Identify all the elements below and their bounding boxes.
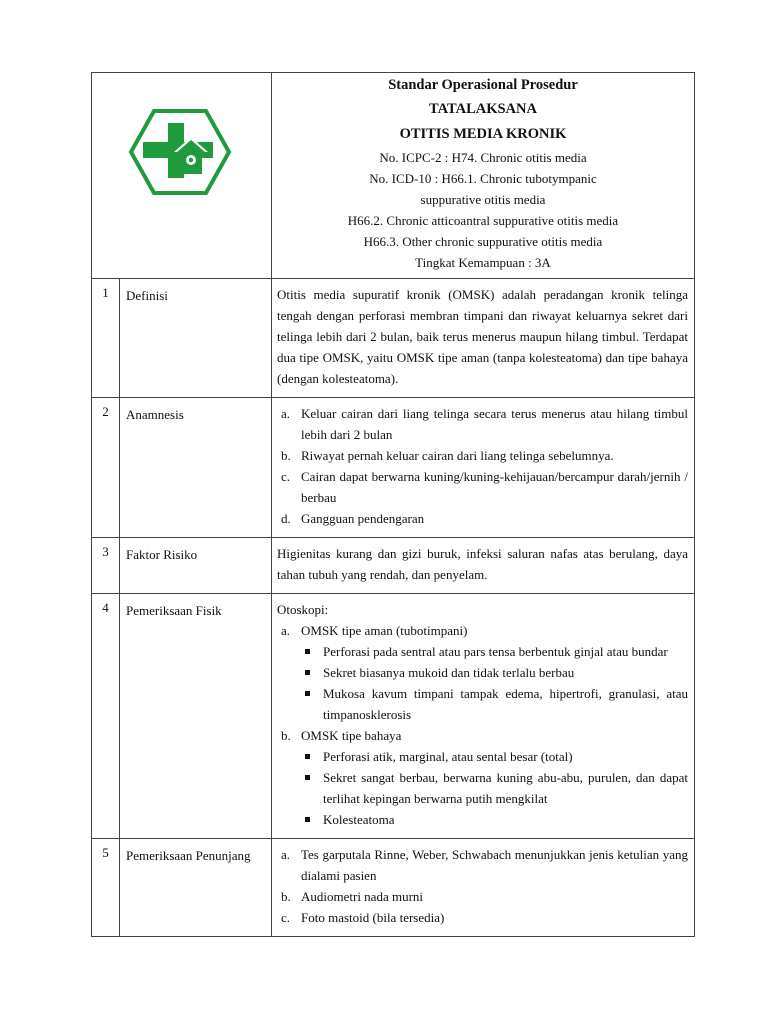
list-item: c. Foto mastoid (bila tersedia)	[281, 910, 445, 925]
bullet-list	[277, 746, 688, 830]
icd-code-line1: No. ICD-10 : H66.1. Chronic tubotympanic	[369, 171, 597, 186]
row-number: 3	[92, 538, 120, 594]
bullet-item: Perforasi atik, marginal, atau sental besar (total)	[277, 746, 688, 767]
row-number: 5	[92, 839, 120, 937]
row-number: 2	[92, 398, 120, 538]
table-row	[92, 594, 695, 839]
row-content	[272, 538, 695, 594]
icpc-code: No. ICPC-2 : H74. Chronic otitis media	[379, 150, 587, 165]
list-item: b. OMSK tipe bahaya	[281, 728, 402, 743]
competency-level: Tingkat Kemampuan : 3A	[415, 255, 551, 270]
anamnesis-list	[277, 403, 688, 529]
sop-disease-title: OTITIS MEDIA KRONIK	[399, 126, 567, 142]
puskesmas-logo-icon	[128, 108, 232, 196]
physical-exam-list	[277, 725, 688, 746]
row-label: Anamnesis	[120, 398, 272, 538]
header-row	[92, 73, 695, 279]
sop-subtitle: TATALAKSANA	[429, 101, 537, 117]
row-label: Pemeriksaan Penunjang	[120, 839, 272, 937]
bullet-item: Perforasi pada sentral atau pars tensa berbentuk ginjal atau bundar	[277, 641, 688, 662]
logo-cell	[92, 73, 272, 279]
physical-exam-list	[277, 620, 688, 641]
row-number: 4	[92, 594, 120, 839]
row-label: Faktor Risiko	[120, 538, 272, 594]
row-content	[272, 594, 695, 839]
row-content	[272, 279, 695, 398]
list-item: a. Keluar cairan dari liang telinga secara terus menerus atau hilang timbul lebih dari 2 bulan	[281, 406, 688, 442]
bullet-item: Sekret biasanya mukoid dan tidak terlalu berbau	[277, 662, 688, 683]
list-item: b. Audiometri nada murni	[281, 889, 424, 904]
row-content	[272, 839, 695, 937]
list-item: b. Riwayat pernah keluar cairan dari liang telinga sebelumnya.	[281, 448, 614, 463]
table-row	[92, 538, 695, 594]
bullet-item: Mukosa kavum timpani tampak edema, hipertrofi, granulasi, atau timpanosklerosis	[277, 683, 688, 725]
row-label: Pemeriksaan Fisik	[120, 594, 272, 839]
bullet-item: Kolesteatoma	[277, 809, 688, 830]
definition-text: Otitis media supuratif kronik (OMSK) adalah peradangan kronik telinga tengah dengan perforasi membran timpani dan riwayat keluarnya sekret dari telinga lebih dari 2 bulan, baik terus menerus maupun hilang timbul. Terdapat dua tipe OMSK, yaitu OMSK tipe aman (tanpa kolesteatoma) dan tipe bahaya (dengan kolesteatoma).	[277, 287, 688, 386]
bullet-item: Sekret sangat berbau, berwarna kuning abu-abu, purulen, dan dapat terlihat kepingan berwarna putih mengkilat	[277, 767, 688, 809]
row-content	[272, 398, 695, 538]
list-item: c. Cairan dapat berwarna kuning/kuning-kehijauan/bercampur darah/jernih / berbau	[281, 469, 688, 505]
sop-title: Standar Operasional Prosedur	[388, 77, 578, 93]
bullet-list	[277, 641, 688, 725]
table-row	[92, 839, 695, 937]
row-number: 1	[92, 279, 120, 398]
list-item: d. Gangguan pendengaran	[281, 511, 425, 526]
risk-factor-text: Higienitas kurang dan gizi buruk, infeksi saluran nafas atas berulang, daya tahan tubuh yang rendah, dan penyelam.	[277, 546, 688, 582]
icd-code-h663: H66.3. Other chronic suppurative otitis media	[363, 234, 603, 249]
table-row	[92, 279, 695, 398]
list-item: a. Tes garputala Rinne, Weber, Schwabach menunjukkan jenis ketulian yang dialami pasien	[281, 847, 688, 883]
supporting-exam-list	[277, 844, 688, 928]
otoscopy-intro: Otoskopi:	[277, 602, 329, 617]
list-item: a. OMSK tipe aman (tubotimpani)	[281, 623, 468, 638]
table-row	[92, 398, 695, 538]
icd-code-line2: suppurative otitis media	[420, 192, 546, 207]
header-title-cell	[272, 73, 695, 279]
sop-table	[91, 72, 695, 937]
row-label: Definisi	[120, 279, 272, 398]
icd-code-h662: H66.2. Chronic atticoantral suppurative otitis media	[347, 213, 619, 228]
